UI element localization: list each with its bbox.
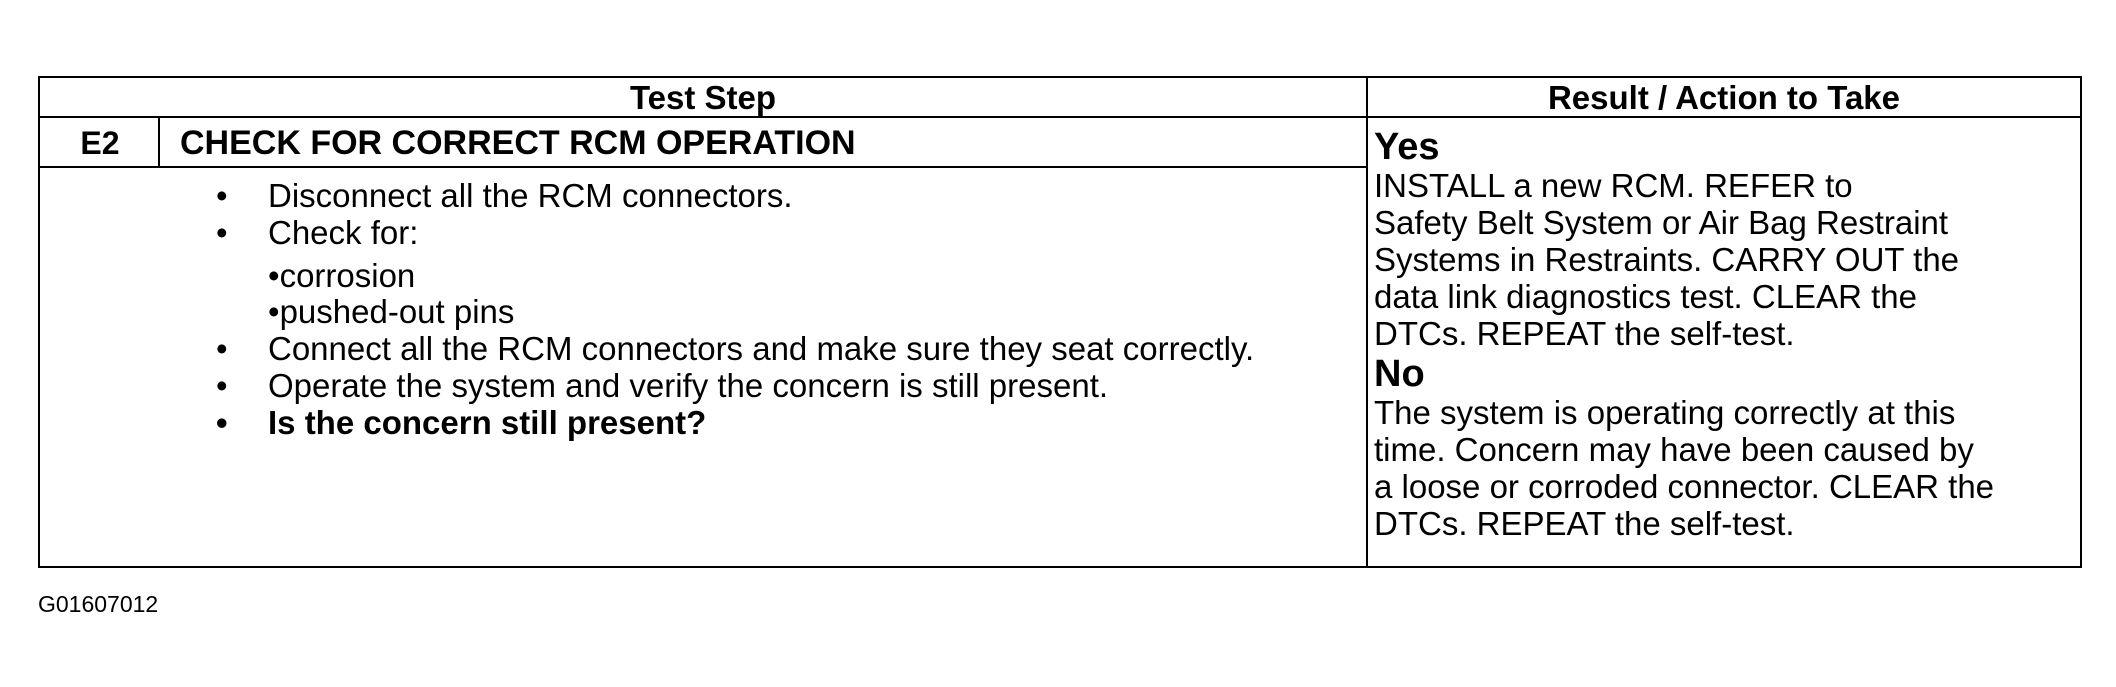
- no-line: time. Concern may have been caused by: [1374, 431, 1974, 468]
- instruction-item: [172, 214, 1372, 330]
- yes-line: Systems in Restraints. CARRY OUT the: [1374, 241, 1960, 278]
- step-id: E2: [80, 125, 120, 161]
- test-step-instructions: [172, 177, 1372, 441]
- yes-line: INSTALL a new RCM. REFER to: [1374, 167, 1853, 204]
- check-for-list: [268, 251, 1372, 330]
- no-label: No: [1374, 353, 1425, 395]
- yes-line: DTCs. REPEAT the self-test.: [1374, 315, 1795, 352]
- header-result-action: Result / Action to Take: [1547, 79, 1901, 116]
- header-test-step: Test Step: [629, 79, 777, 116]
- instruction-item: • Disconnect all the RCM connectors.: [172, 177, 1372, 214]
- check-item: • pushed-out pins: [268, 294, 1372, 330]
- no-line: DTCs. REPEAT the self-test.: [1374, 505, 1795, 542]
- no-line: The system is operating correctly at this: [1374, 394, 1956, 431]
- instruction-item: • Operate the system and verify the concern is still present.: [172, 367, 1372, 404]
- yes-line: Safety Belt System or Air Bag Restraint: [1374, 204, 1949, 241]
- instruction-text: Check for:: [268, 214, 419, 251]
- no-line: a loose or corroded connector. CLEAR the: [1374, 468, 1995, 505]
- figure-id: G01607012: [38, 591, 159, 617]
- instruction-text: • Connect all the RCM connectors and make sure they seat correctly.: [268, 330, 1255, 367]
- check-item: • corrosion: [268, 258, 1372, 294]
- instruction-item: [172, 330, 1372, 367]
- yes-line: data link diagnostics test. CLEAR the: [1374, 278, 1917, 315]
- step-title: CHECK FOR CORRECT RCM OPERATION: [180, 124, 856, 162]
- yes-label: Yes: [1374, 126, 1440, 168]
- instruction-question: • Is the concern still present?: [172, 404, 1372, 441]
- diagnostic-test-table: [38, 76, 2082, 568]
- result-action-cell: [1374, 127, 2084, 542]
